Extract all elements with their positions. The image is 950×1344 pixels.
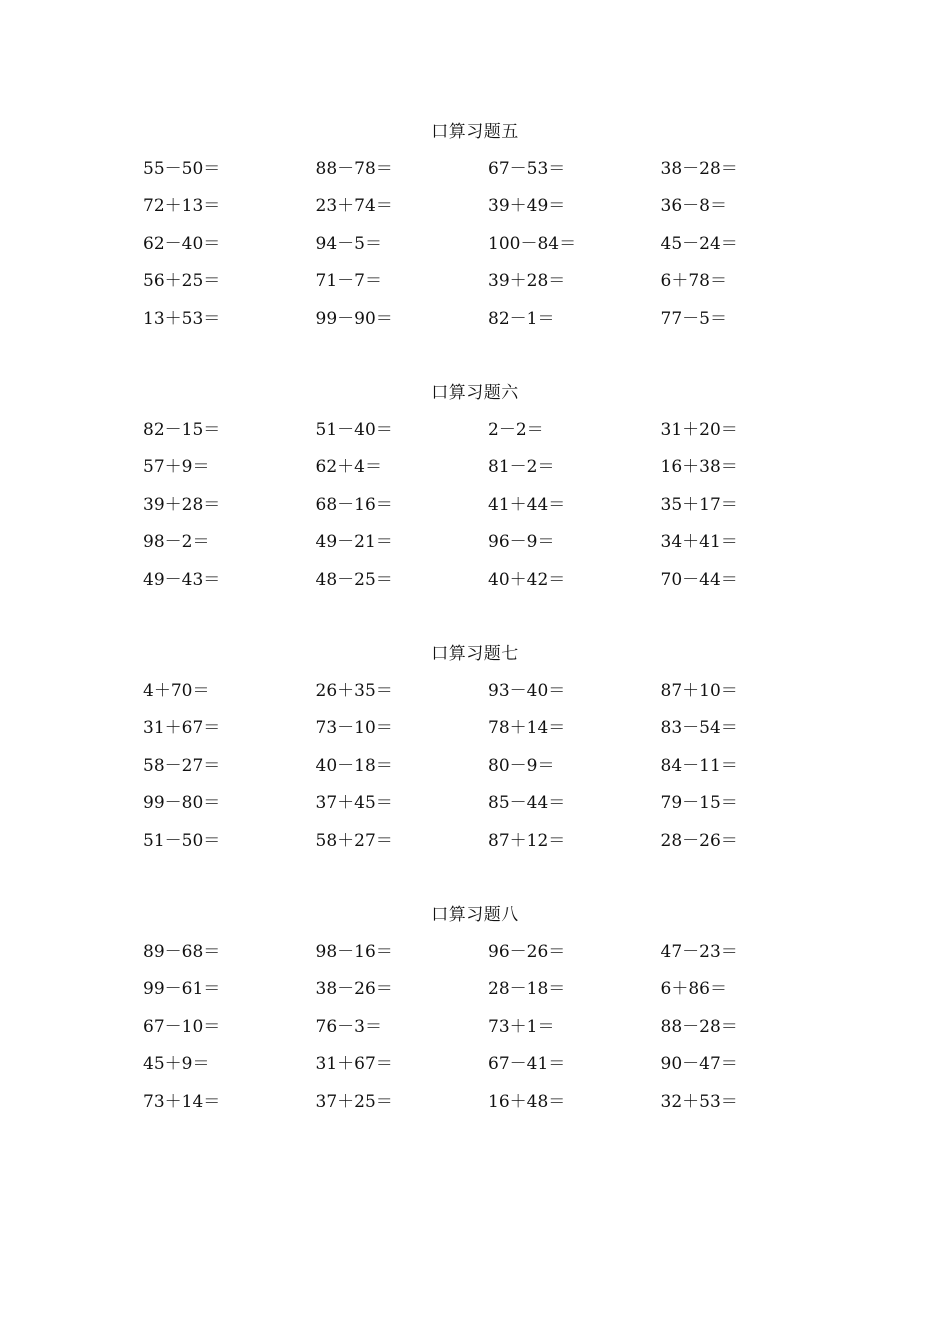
arithmetic-problem: 73＋14＝ <box>143 1091 221 1112</box>
problem-row <box>143 678 843 715</box>
arithmetic-problem: 73－10＝ <box>315 718 393 739</box>
problem-row <box>143 1014 843 1051</box>
arithmetic-problem: 41＋44＝ <box>488 494 566 515</box>
arithmetic-problem: 99－61＝ <box>143 979 221 1000</box>
arithmetic-problem: 39＋49＝ <box>488 196 566 217</box>
section-title: 口算习题六 <box>431 383 519 403</box>
section-title: 口算习题八 <box>431 905 519 925</box>
arithmetic-problem: 79－15＝ <box>660 793 738 814</box>
arithmetic-problem: 77－5＝ <box>660 308 727 329</box>
arithmetic-problem: 96－26＝ <box>488 942 566 962</box>
problem-row <box>143 268 843 305</box>
problem-row <box>143 939 843 976</box>
arithmetic-problem: 40－18＝ <box>315 755 393 776</box>
arithmetic-problem: 40＋42＝ <box>488 569 566 590</box>
arithmetic-problem: 76－3＝ <box>315 1016 382 1037</box>
arithmetic-problem: 28－26＝ <box>660 830 738 851</box>
problem-row <box>143 454 843 491</box>
arithmetic-problem: 94－5＝ <box>315 233 382 254</box>
arithmetic-problem: 68－16＝ <box>315 494 393 515</box>
problem-row <box>143 156 843 193</box>
arithmetic-problem: 88－28＝ <box>660 1016 738 1037</box>
arithmetic-problem: 67－41＝ <box>488 1054 566 1075</box>
arithmetic-problem: 56＋25＝ <box>143 271 221 292</box>
arithmetic-problem: 45＋9＝ <box>143 1054 210 1075</box>
arithmetic-problem: 32＋53＝ <box>660 1091 738 1112</box>
arithmetic-problem: 87＋10＝ <box>660 681 738 701</box>
arithmetic-problem: 31＋20＝ <box>660 420 738 440</box>
arithmetic-problem: 100－84＝ <box>488 233 577 254</box>
arithmetic-problem: 87＋12＝ <box>488 830 566 851</box>
arithmetic-problem: 35＋17＝ <box>660 494 738 515</box>
arithmetic-problem: 90－47＝ <box>660 1054 738 1075</box>
arithmetic-problem: 23＋74＝ <box>315 196 393 217</box>
arithmetic-problem: 58＋27＝ <box>315 830 393 851</box>
problem-grid <box>143 939 843 1126</box>
arithmetic-problem: 38－28＝ <box>660 159 738 179</box>
arithmetic-problem: 82－1＝ <box>488 308 555 329</box>
arithmetic-problem: 82－15＝ <box>143 420 221 440</box>
arithmetic-problem: 80－9＝ <box>488 755 555 776</box>
arithmetic-problem: 98－2＝ <box>143 532 210 553</box>
problem-row <box>143 492 843 529</box>
arithmetic-problem: 31＋67＝ <box>143 718 221 739</box>
arithmetic-problem: 83－54＝ <box>660 718 738 739</box>
arithmetic-problem: 16＋38＝ <box>660 457 738 478</box>
arithmetic-problem: 55－50＝ <box>143 159 221 179</box>
problem-row <box>143 976 843 1013</box>
arithmetic-problem: 98－16＝ <box>315 942 393 962</box>
arithmetic-problem: 48－25＝ <box>315 569 393 590</box>
arithmetic-problem: 28－18＝ <box>488 979 566 1000</box>
arithmetic-problem: 67－53＝ <box>488 159 566 179</box>
problem-row <box>143 567 843 604</box>
arithmetic-problem: 39＋28＝ <box>143 494 221 515</box>
section-title: 口算习题七 <box>431 644 519 664</box>
arithmetic-problem: 70－44＝ <box>660 569 738 590</box>
arithmetic-problem: 51－40＝ <box>315 420 393 440</box>
arithmetic-problem: 99－80＝ <box>143 793 221 814</box>
problem-row <box>143 1051 843 1088</box>
arithmetic-problem: 45－24＝ <box>660 233 738 254</box>
problem-grid <box>143 678 843 865</box>
problem-row <box>143 306 843 343</box>
arithmetic-problem: 37＋25＝ <box>315 1091 393 1112</box>
problem-row <box>143 417 843 454</box>
arithmetic-problem: 73＋1＝ <box>488 1016 555 1037</box>
arithmetic-problem: 58－27＝ <box>143 755 221 776</box>
arithmetic-problem: 13＋53＝ <box>143 308 221 329</box>
arithmetic-problem: 6＋78＝ <box>660 271 727 292</box>
problem-row <box>143 790 843 827</box>
problem-row <box>143 715 843 752</box>
problem-row <box>143 753 843 790</box>
arithmetic-problem: 39＋28＝ <box>488 271 566 292</box>
arithmetic-problem: 67－10＝ <box>143 1016 221 1037</box>
problem-grid <box>143 156 843 343</box>
arithmetic-problem: 72＋13＝ <box>143 196 221 217</box>
arithmetic-problem: 37＋45＝ <box>315 793 393 814</box>
arithmetic-problem: 62－40＝ <box>143 233 221 254</box>
arithmetic-problem: 16＋48＝ <box>488 1091 566 1112</box>
problem-grid <box>143 417 843 604</box>
arithmetic-problem: 85－44＝ <box>488 793 566 814</box>
arithmetic-problem: 34＋41＝ <box>660 532 738 553</box>
problem-row <box>143 529 843 566</box>
arithmetic-problem: 71－7＝ <box>315 271 382 292</box>
arithmetic-problem: 51－50＝ <box>143 830 221 851</box>
section-title: 口算习题五 <box>431 122 519 142</box>
arithmetic-problem: 26＋35＝ <box>315 681 393 701</box>
problem-row <box>143 1089 843 1126</box>
arithmetic-problem: 93－40＝ <box>488 681 566 701</box>
arithmetic-problem: 31＋67＝ <box>315 1054 393 1075</box>
arithmetic-problem: 2－2＝ <box>488 420 544 440</box>
arithmetic-problem: 4＋70＝ <box>143 681 210 701</box>
arithmetic-problem: 81－2＝ <box>488 457 555 478</box>
arithmetic-problem: 36－8＝ <box>660 196 727 217</box>
problem-row <box>143 193 843 230</box>
arithmetic-problem: 88－78＝ <box>315 159 393 179</box>
arithmetic-problem: 99－90＝ <box>315 308 393 329</box>
arithmetic-problem: 62＋4＝ <box>315 457 382 478</box>
arithmetic-problem: 49－21＝ <box>315 532 393 553</box>
arithmetic-problem: 6＋86＝ <box>660 979 727 1000</box>
arithmetic-problem: 47－23＝ <box>660 942 738 962</box>
arithmetic-problem: 49－43＝ <box>143 569 221 590</box>
problem-row <box>143 828 843 865</box>
arithmetic-problem: 78＋14＝ <box>488 718 566 739</box>
problem-row <box>143 231 843 268</box>
arithmetic-problem: 89－68＝ <box>143 942 221 962</box>
arithmetic-problem: 96－9＝ <box>488 532 555 553</box>
arithmetic-problem: 84－11＝ <box>660 755 738 776</box>
arithmetic-problem: 38－26＝ <box>315 979 393 1000</box>
arithmetic-problem: 57＋9＝ <box>143 457 210 478</box>
